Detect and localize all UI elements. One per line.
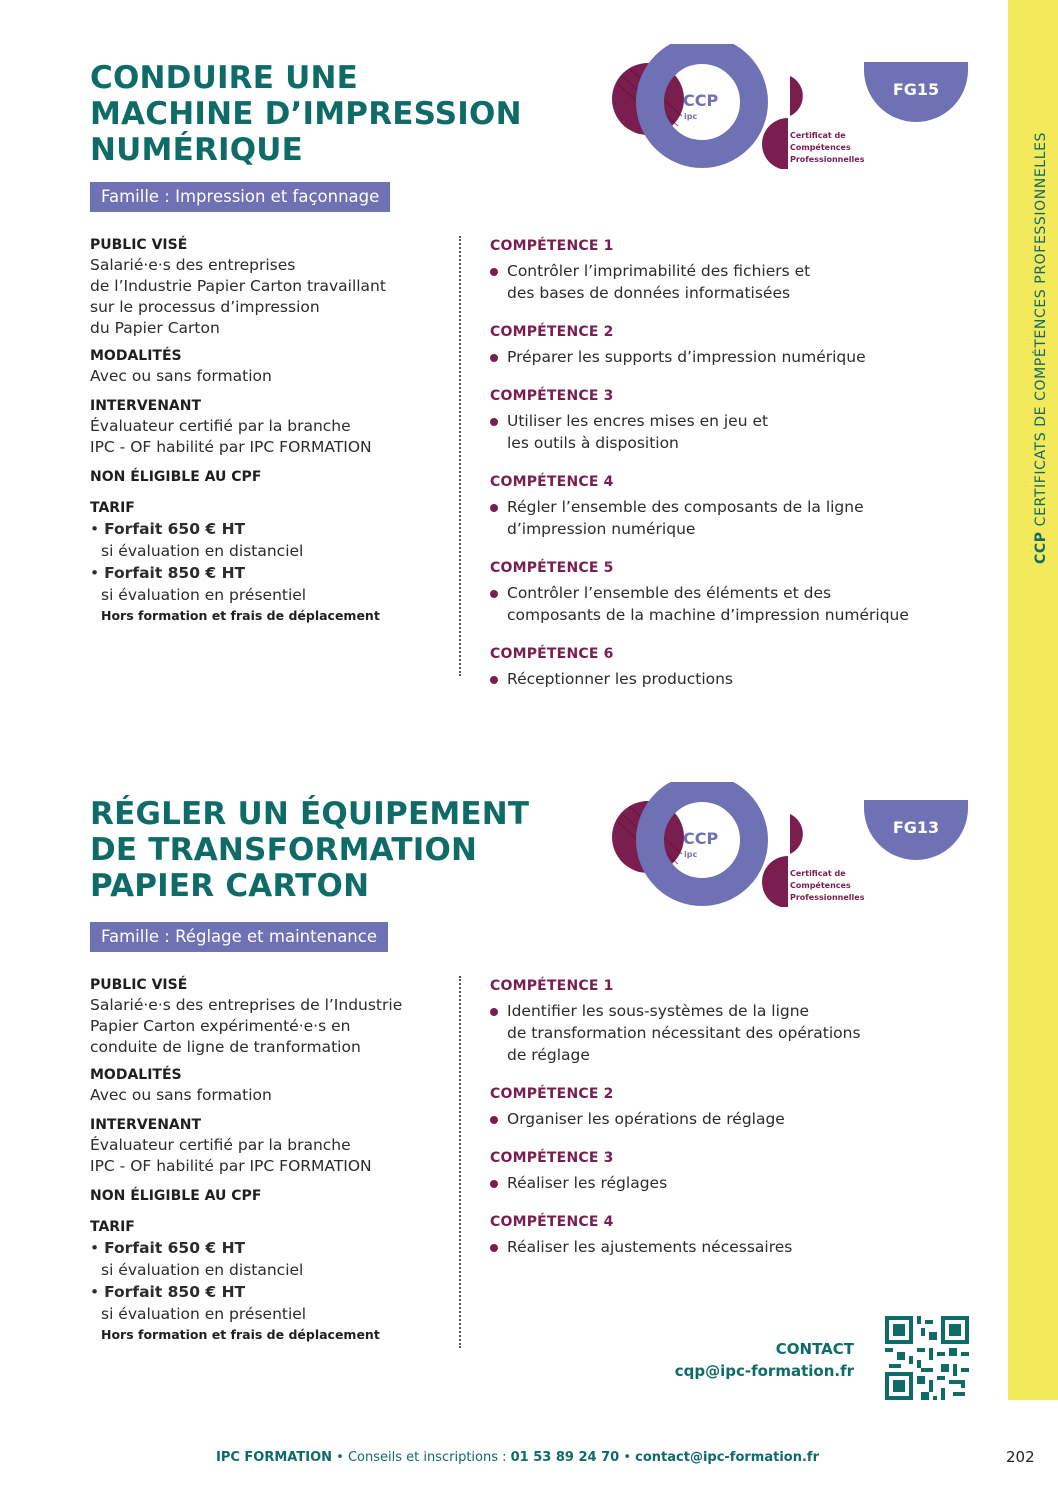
intervenant-text: Évaluateur certifié par la branche <box>90 417 351 435</box>
competence-text: Organiser les opérations de réglage <box>507 1110 785 1128</box>
competence-item <box>490 496 970 540</box>
contact-email-link[interactable]: cqp@ipc-formation.fr <box>674 1362 854 1380</box>
competence-title: COMPÉTENCE 6 <box>490 646 614 662</box>
modalites-label: MODALITÉS <box>90 348 182 364</box>
modalites-text: Avec ou sans formation <box>90 1086 272 1104</box>
logo-line1: Certificat de <box>790 131 846 140</box>
logo-ccp-text: CCP <box>683 91 719 110</box>
cpf-label: NON ÉLIGIBLE AU CPF <box>90 1188 262 1204</box>
competence-item <box>490 346 970 368</box>
tarif-price: Forfait 850 € HT <box>104 1283 246 1301</box>
code-badge: FG15 <box>864 62 968 122</box>
tarif-condition: si évaluation en présentiel <box>101 586 307 604</box>
public-text: sur le processus d’impression <box>90 298 320 316</box>
title-line: RÉGLER UN ÉQUIPEMENT <box>90 796 530 832</box>
tarif-condition: si évaluation en présentiel <box>101 1305 307 1323</box>
competence-item <box>490 410 970 454</box>
contact-label: CONTACT <box>775 1340 854 1358</box>
bullet-dot <box>490 418 498 426</box>
intervenant-text: IPC - OF habilité par IPC FORMATION <box>90 1157 372 1175</box>
tarif-condition: si évaluation en distanciel <box>101 1261 304 1279</box>
footer-label: Conseils et inscriptions : <box>347 1450 511 1465</box>
title-line: PAPIER CARTON <box>90 868 370 904</box>
public-text: Salarié·e·s des entreprises <box>90 256 296 274</box>
logo-half-circle-top <box>790 814 803 854</box>
footer-email-link[interactable]: contact@ipc-formation.fr <box>635 1450 819 1465</box>
section-2-title <box>90 796 529 904</box>
logo-ipc-text: ipc <box>684 850 698 859</box>
qr-code[interactable] <box>885 1316 969 1400</box>
logo-line2: Compétences <box>790 143 851 152</box>
competence-text: d’impression numérique <box>507 520 696 538</box>
tarif-item-1: • Forfait 650 € HT <box>90 520 246 538</box>
bullet-dot <box>490 1116 498 1124</box>
bullet-dot <box>490 1244 498 1252</box>
public-text: Papier Carton expérimenté·e·s en <box>90 1017 351 1035</box>
intervenant-text: Évaluateur certifié par la branche <box>90 1136 351 1154</box>
intervenant-text: IPC - OF habilité par IPC FORMATION <box>90 438 372 456</box>
bullet-dot <box>490 1180 498 1188</box>
footer-brand: IPC FORMATION <box>216 1450 332 1465</box>
competence-title: COMPÉTENCE 1 <box>490 238 614 254</box>
title-line: DE TRANSFORMATION <box>90 832 478 868</box>
bullet-dot <box>490 504 498 512</box>
page-footer <box>0 1446 1058 1472</box>
logo-half-circle-bottom <box>762 118 788 169</box>
competence-item <box>490 1108 970 1130</box>
public-text: de l’Industrie Papier Carton travaillant <box>90 277 386 295</box>
competence-title: COMPÉTENCE 3 <box>490 388 614 404</box>
tarif-item-1: • Forfait 650 € HT <box>90 1239 246 1257</box>
ccp-logo <box>610 44 880 169</box>
competence-text: Réceptionner les productions <box>507 670 734 688</box>
logo-half-circle-bottom <box>762 856 788 907</box>
tarif-label: TARIF <box>90 500 135 516</box>
competence-text: Régler l’ensemble des composants de la ligne <box>507 498 864 516</box>
title-line: CONDUIRE UNE <box>90 60 359 96</box>
tarif-note: Hors formation et frais de déplacement <box>101 608 380 623</box>
modalites-label: MODALITÉS <box>90 1067 182 1083</box>
logo-ccp-text: CCP <box>683 829 719 848</box>
competence-item <box>490 582 970 626</box>
tarif-condition: si évaluation en distanciel <box>101 542 304 560</box>
footer-sep: • <box>332 1450 348 1465</box>
section-2-competences <box>490 976 970 1258</box>
competence-item <box>490 1236 970 1258</box>
tarif-label: TARIF <box>90 1219 135 1235</box>
competence-text: les outils à disposition <box>507 434 679 452</box>
competence-title: COMPÉTENCE 2 <box>490 324 614 340</box>
bullet-dot <box>490 268 498 276</box>
code-badge: FG13 <box>864 800 968 860</box>
tarif-note: Hors formation et frais de déplacement <box>101 1327 380 1342</box>
title-line: MACHINE D’IMPRESSION <box>90 96 522 132</box>
competence-text: Contrôler l’ensemble des éléments et des <box>507 584 832 602</box>
bullet-dot <box>490 676 498 684</box>
tarif-price: Forfait 650 € HT <box>104 1239 246 1257</box>
contact-block <box>675 1338 854 1382</box>
public-label: PUBLIC VISÉ <box>90 237 188 253</box>
competence-title: COMPÉTENCE 2 <box>490 1086 614 1102</box>
intervenant-label: INTERVENANT <box>90 1117 202 1133</box>
bullet-dot <box>490 1008 498 1016</box>
famille-tag: Famille : Impression et façonnage <box>90 182 390 212</box>
famille-tag: Famille : Réglage et maintenance <box>90 922 388 952</box>
competence-text: Préparer les supports d’impression numérique <box>507 348 866 366</box>
competence-title: COMPÉTENCE 3 <box>490 1150 614 1166</box>
footer-text <box>216 1450 819 1465</box>
logo-ipc-text: ipc <box>684 112 698 121</box>
logo-line3: Professionnelles <box>790 893 865 902</box>
competence-text: de transformation nécessitant des opérations <box>507 1024 861 1042</box>
tarif-price: Forfait 850 € HT <box>104 564 246 582</box>
competence-text: composants de la machine d’impression numérique <box>507 606 909 624</box>
public-text: Salarié·e·s des entreprises de l’Industrie <box>90 996 403 1014</box>
competence-item <box>490 1000 970 1066</box>
logo-line2: Compétences <box>790 881 851 890</box>
side-label-text: CERTIFICATS DE COMPÉTENCES PROFESSIONNELLES <box>1033 131 1049 527</box>
side-band-label <box>1033 64 1049 564</box>
logo-line1: Certificat de <box>790 869 846 878</box>
competence-item <box>490 260 970 304</box>
competence-text: Réaliser les réglages <box>507 1174 668 1192</box>
side-ccp: CCP <box>1033 531 1049 564</box>
column-divider <box>459 236 461 676</box>
competence-text: de réglage <box>507 1046 590 1064</box>
competence-text: Réaliser les ajustements nécessaires <box>507 1238 793 1256</box>
ccp-logo <box>610 782 880 907</box>
bullet-dot <box>490 590 498 598</box>
section-1-info <box>90 236 440 626</box>
column-divider <box>459 976 461 1348</box>
competence-title: COMPÉTENCE 1 <box>490 978 614 994</box>
competence-text: Identifier les sous-systèmes de la ligne <box>507 1002 810 1020</box>
page-number: 202 <box>1006 1448 1035 1466</box>
modalites-text: Avec ou sans formation <box>90 367 272 385</box>
footer-sep: • <box>619 1450 636 1465</box>
competence-text: Utiliser les encres mises en jeu et <box>507 412 769 430</box>
tarif-price: Forfait 650 € HT <box>104 520 246 538</box>
competence-item <box>490 1172 970 1194</box>
bullet-dot <box>490 354 498 362</box>
competence-text: Contrôler l’imprimabilité des fichiers et <box>507 262 811 280</box>
competence-title: COMPÉTENCE 4 <box>490 474 614 490</box>
title-line: NUMÉRIQUE <box>90 132 304 168</box>
competence-title: COMPÉTENCE 4 <box>490 1214 614 1230</box>
competence-text: des bases de données informatisées <box>507 284 791 302</box>
cpf-label: NON ÉLIGIBLE AU CPF <box>90 469 262 485</box>
public-text: conduite de ligne de tranformation <box>90 1038 361 1056</box>
tarif-item-2: • Forfait 850 € HT <box>90 1283 246 1301</box>
logo-half-circle-top <box>790 76 803 116</box>
public-label: PUBLIC VISÉ <box>90 977 188 993</box>
section-2-info <box>90 976 440 1345</box>
competence-item <box>490 668 970 690</box>
logo-line3: Professionnelles <box>790 155 865 164</box>
competence-title: COMPÉTENCE 5 <box>490 560 614 576</box>
section-1-title <box>90 60 522 168</box>
section-1-competences <box>490 236 970 690</box>
intervenant-label: INTERVENANT <box>90 398 202 414</box>
footer-phone[interactable]: 01 53 89 24 70 <box>510 1450 620 1465</box>
tarif-item-2: • Forfait 850 € HT <box>90 564 246 582</box>
public-text: du Papier Carton <box>90 319 220 337</box>
